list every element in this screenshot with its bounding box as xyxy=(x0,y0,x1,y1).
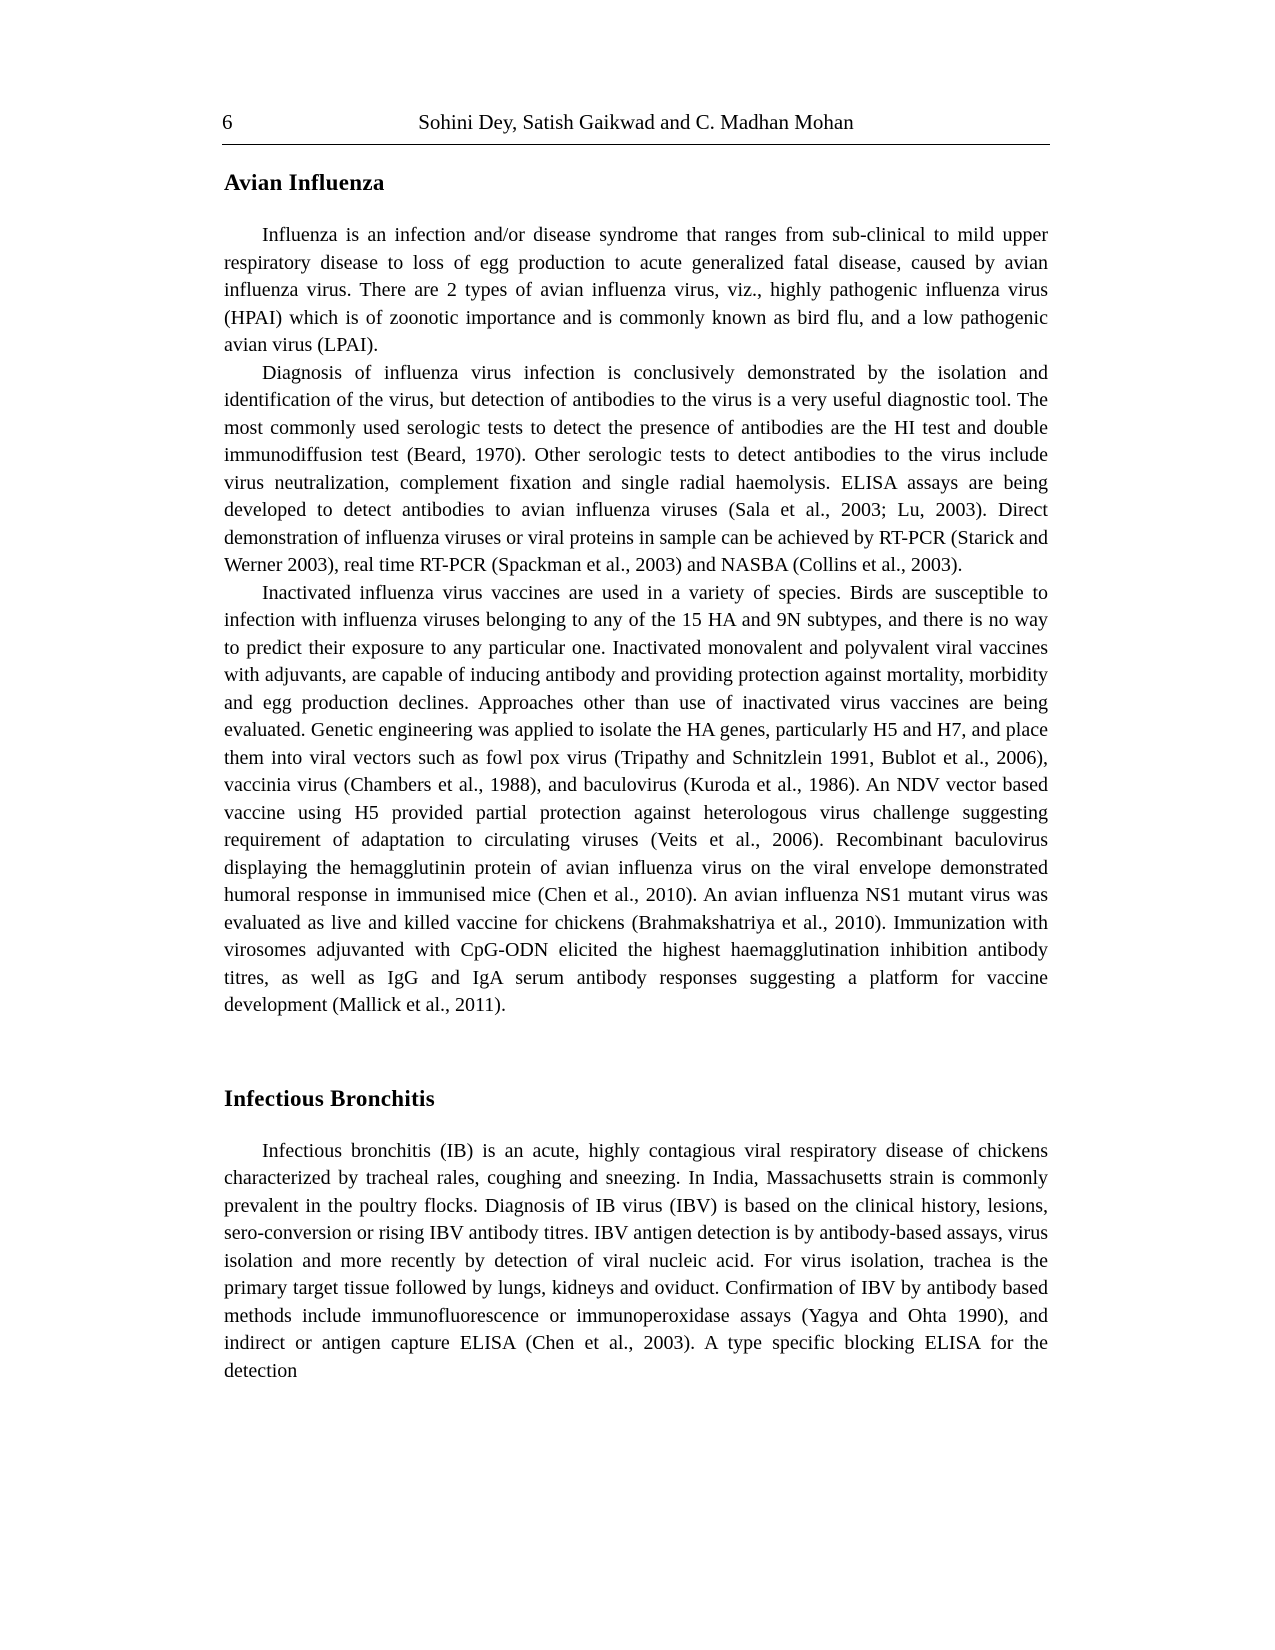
paragraph: Inactivated influenza virus vaccines are used in a variety of species. Birds are susceptible to infection with influenza viruses belonging to any of the 15 HA and 9N subtypes, and there is no way to predict their exposure to any particular one. Inactivated monovalent and polyvalent viral vaccines with adjuvants, are capable of inducing antibody and providing protection against mortality, morbidity and egg production declines. Approaches other than use of inactivated virus vaccines are being evaluated. Genetic engineering was applied to isolate the HA genes, particularly H5 and H7, and place them into viral vectors such as fowl pox virus (Tripathy and Schnitzlein 1991, Bublot et al., 2006), vaccinia virus (Chambers et al., 1988), and baculovirus (Kuroda et al., 1986). An NDV vector based vaccine using H5 provided partial protection against heterologous virus challenge suggesting requirement of adaptation to circulating viruses (Veits et al., 2006). Recombinant baculovirus displaying the hemagglutinin protein of avian influenza virus on the viral envelope demonstrated humoral response in immunised mice (Chen et al., 2010). An avian influenza NS1 mutant virus was evaluated as live and killed vaccine for chickens (Brahmakshatriya et al., 2010). Immunization with virosomes adjuvanted with CpG-ODN elicited the highest haemagglutination inhibition antibody titres, as well as IgG and IgA serum antibody responses suggesting a platform for vaccine development (Mallick et al., 2011). xyxy=(224,581,1048,1016)
page-number: 6 xyxy=(222,110,233,134)
page-body xyxy=(224,168,1048,1385)
page-header xyxy=(222,108,1050,142)
section-paragraphs xyxy=(224,222,1048,1020)
section-infectious-bronchitis xyxy=(224,1084,1048,1386)
paragraph: Diagnosis of influenza virus infection is conclusively demonstrated by the isolation and identification of the virus, but detection of antibodies to the virus is a very useful diagnostic tool. The most commonly used serologic tests to detect the presence of antibodies are the HI test and double immunodiffusion test (Beard, 1970). Other serologic tests to detect antibodies to the virus include virus neutralization, complement fixation and single radial haemolysis. ELISA assays are being developed to detect antibodies to avian influenza viruses (Sala et al., 2003; Lu, 2003). Direct demonstration of influenza viruses or viral proteins in sample can be achieved by RT-PCR (Starick and Werner 2003), real time RT-PCR (Spackman et al., 2003) and NASBA (Collins et al., 2003). xyxy=(224,361,1048,576)
header-rule xyxy=(222,144,1050,145)
paragraph: Influenza is an infection and/or disease syndrome that ranges from sub-clinical to mild upper respiratory disease to loss of egg production to acute generalized fatal disease, caused by avian influenza virus. There are 2 types of avian influenza virus, viz., highly pathogenic influenza virus (HPAI) which is of zoonotic importance and is commonly known as bird flu, and a low pathogenic avian virus (LPAI). xyxy=(224,224,1048,356)
running-head-authors: Sohini Dey, Satish Gaikwad and C. Madhan Mohan xyxy=(418,110,854,134)
paragraph: Infectious bronchitis (IB) is an acute, highly contagious viral respiratory disease of chickens characterized by tracheal rales, coughing and sneezing. In India, Massachusetts strain is commonly prevalent in the poultry flocks. Diagnosis of IB virus (IBV) is based on the clinical history, lesions, sero-conversion or rising IBV antibody titres. IBV antigen detection is by antibody-based assays, virus isolation and more recently by detection of viral nucleic acid. For virus isolation, trachea is the primary target tissue followed by lungs, kidneys and oviduct. Confirmation of IBV by antibody based methods include immunofluorescence or immunoperoxidase assays (Yagya and Ohta 1990), and indirect or antigen capture ELISA (Chen et al., 2003). A type specific blocking ELISA for the detection xyxy=(224,1139,1048,1382)
section-heading: Infectious Bronchitis xyxy=(224,1085,435,1111)
section-avian-influenza xyxy=(224,168,1048,1020)
section-paragraphs xyxy=(224,1138,1048,1386)
section-heading: Avian Influenza xyxy=(224,170,385,195)
